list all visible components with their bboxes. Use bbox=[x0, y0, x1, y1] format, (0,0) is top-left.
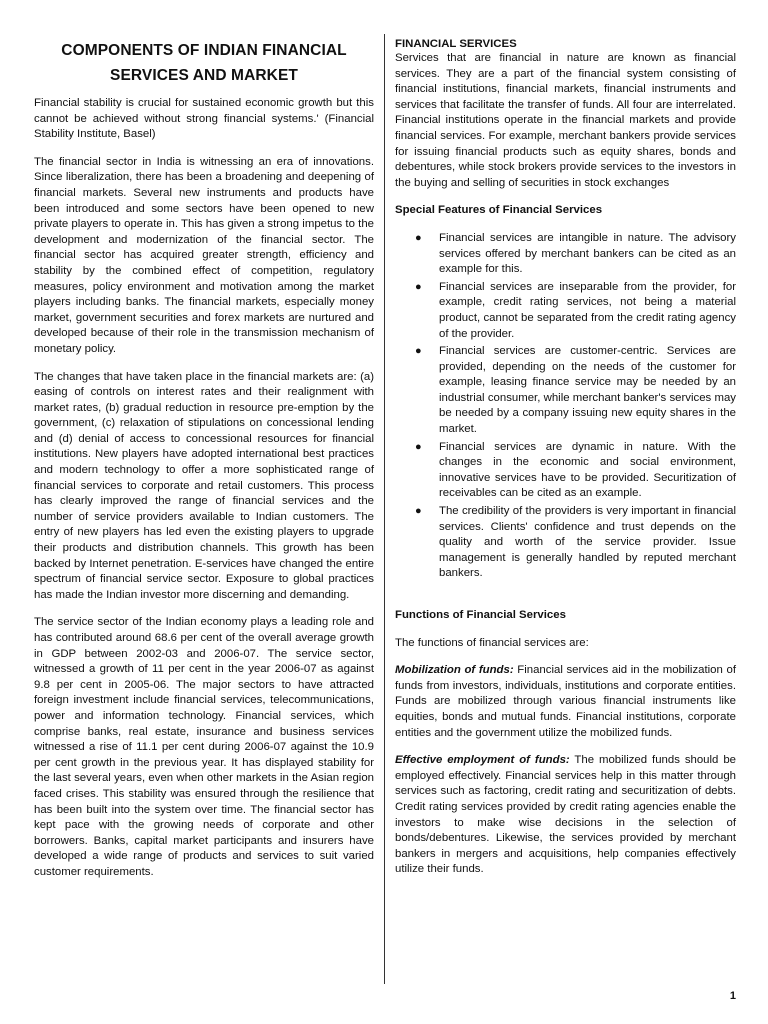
intro-paragraph: Services that are financial in nature are known as financial services. They are a part of the financial system consisting of financial institutions, financial markets, financial instruments and services that facilitate the transfer of funds. All four are interrelated. Financial institutions operate in the financial markets and provide financial services. For example, merchant bankers provide services for issuing financial products such as equity shares, bonds and debentures, while stock brokers provide services to the investors in the buying and selling of securities in stock exchanges bbox=[395, 52, 736, 189]
list-item: ● Financial services are inseparable from the provider, for example, credit rating services, not being a material product, cannot be separated from the credit rating agency of the provider. bbox=[415, 280, 736, 340]
section-heading-financial-services: FINANCIAL SERVICES bbox=[395, 38, 517, 50]
right-column bbox=[395, 34, 736, 890]
function-lead: Mobilization of funds: bbox=[395, 664, 514, 677]
body-paragraph: The financial sector in India is witnessing an era of innovations. Since liberalization, there has been a broadening and deepening of financial markets. Several new instruments and products have been introduced and some sectors have been opened to new private players to operate in. This has given a strong impetus to the development and modernization of the financial sector. The financial sector has acquired greater strength, efficiency and stability by the combined effect of competition, regulatory measures, policy environment and motivation among the market players including banks. The financial markets, especially money market, government securities and forex markets are nurtured and developed because of their role in the transmission mechanism of monetary policy. bbox=[34, 155, 374, 355]
bullet-icon: ● bbox=[415, 505, 422, 518]
quote-paragraph: Financial stability is crucial for sustained economic growth but this cannot be achieved without strong financial systems.' (Financial Stability Institute, Basel) bbox=[34, 97, 374, 141]
functions-heading: Functions of Financial Services bbox=[395, 609, 566, 621]
page-number: 1 bbox=[729, 990, 736, 1002]
bullet-icon: ● bbox=[415, 231, 422, 244]
function-paragraph: Mobilization of funds: Financial services aid in the mobilization of funds from investors, individuals, institutions and corporate entities. Funds are mobilized through various financial instruments like equities, bonds and mutual funds. Financial institutions, corporate entities and the government utilize the mobilized funds. bbox=[395, 664, 736, 739]
left-column bbox=[34, 34, 374, 893]
body-paragraph: The changes that have taken place in the financial markets are: (a) easing of controls on interest rates and their realignment with market rates, (b) gradual reduction in resource pre-emption by the government, (c) relaxation of stipulations on concessional lending and (d) denial of access to concessional resources for financial institutions. New players have adopted international best practices and modern technology to offer a more sophisticated range of financial services to corporate and retail customers. This process has clearly improved the range of financial services and the number of service providers available to Indian customers. The entry of new players has led even the existing players to upgrade their products and distribution channels. This growth has been backed by Internet penetration. E-services have changed the entire spectrum of financial service sector. Exposure to global practices has made the Indian investor more discerning and demanding. bbox=[34, 370, 374, 601]
body-paragraph: The service sector of the Indian economy plays a leading role and has contributed around 68.6 per cent of the overall average growth in GDP between 2002-03 and 2006-07. The service sector, witnessed a growth of 11 per cent in the year 2006-07 as against 9.8 per cent in 2005-06. The major sectors to have attracted foreign investment include financial services, telecommunications, power and information technology. Financial services, which comprise banks, real estate, insurance and business services witnessed a rise of 11.1 per cent during 2006-07 against the 10.9 per cent growth in the previous year. It has displayed stability for the last several years, even when other markets in the Asian region faced crises. This stability was ensured through the resilience that has been built into the system over time. The financial sector has kept pace with the growing needs of corporate and other borrowers. Banks, capital market participants and insurers have developed a wide range of products and services to suit varied customer requirements. bbox=[34, 616, 374, 878]
list-item: ● Financial services are customer-centric. Services are provided, depending on the needs of the customer for example, leasing finance service may be needed by an industrial consumer, while merchant banker's services may be needed by a company issuing new equity shares in the market. bbox=[415, 345, 736, 436]
bullet-icon: ● bbox=[415, 280, 422, 293]
list-item: ● Financial services are intangible in nature. The advisory services offered by merchant bankers can be cited as an example for this. bbox=[415, 231, 736, 276]
column-divider bbox=[384, 34, 385, 984]
function-paragraph: Effective employment of funds: The mobilized funds should be employed effectively. Financial services help in this matter through services such as factoring, credit rating and securitization of debts. Credit rating services provided by credit rating agencies enable the investors to make wise decisions in the selection of bonds/debentures. Likewise, the services provided by merchant bankers in mergers and acquisitions, help companies effectively utilize their funds. bbox=[395, 754, 736, 876]
features-heading: Special Features of Financial Services bbox=[395, 204, 603, 217]
function-lead: Effective employment of funds: bbox=[395, 754, 570, 767]
bullet-icon: ● bbox=[415, 440, 422, 453]
list-item: ● The credibility of the providers is very important in financial services. Clients' confidence and trust depends on the quality and worth of the service provider. Issue management is generally handled by reputed merchant bankers. bbox=[415, 505, 736, 580]
list-item: ● Financial services are dynamic in nature. With the changes in the economic and social environment, innovative services have to be provided. Securitization of receivables can be cited as an example. bbox=[415, 440, 736, 500]
page-title: COMPONENTS OF INDIAN FINANCIAL SERVICES AND MARKET bbox=[61, 42, 347, 84]
bullet-icon: ● bbox=[415, 345, 422, 358]
features-list bbox=[395, 231, 736, 582]
functions-intro: The functions of financial services are: bbox=[395, 636, 589, 649]
